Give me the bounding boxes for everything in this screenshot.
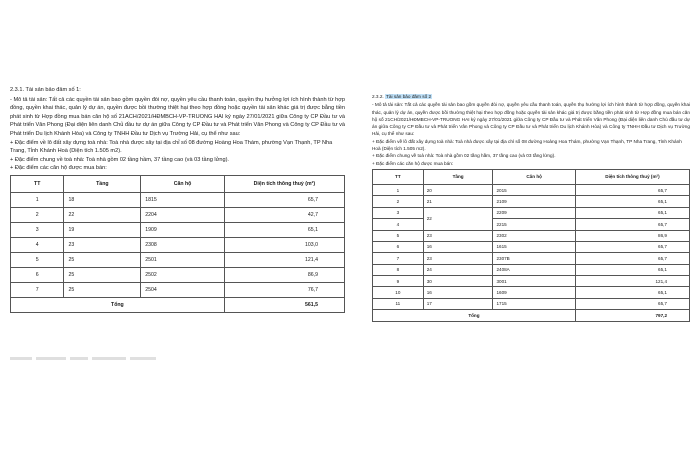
table-row xyxy=(373,230,690,241)
cell-floor: 22 xyxy=(423,207,493,230)
cell-floor: 17 xyxy=(423,298,493,309)
cell-tt: 4 xyxy=(373,219,424,230)
cell-floor: 18 xyxy=(64,192,141,207)
header-apartment: Căn hộ xyxy=(493,169,575,184)
cell-floor: 23 xyxy=(423,253,493,264)
table-row xyxy=(373,241,690,252)
left-apartment-table xyxy=(10,175,345,313)
table-row xyxy=(373,276,690,287)
left-bullet-land: + Đặc điểm về lô đất xây dựng toà nhà: Toà nhà được xây tại địa chỉ số 08 đường Hoàng Hoa Thám, phường Vạn Thạnh, TP Nha Trang, Tỉnh Khánh Hoà (Diện tích 1.505 m2). xyxy=(10,139,333,155)
header-floor: Tầng xyxy=(64,175,141,192)
cell-tt: 1 xyxy=(373,184,424,195)
cell-tt: 7 xyxy=(373,253,424,264)
left-document-body xyxy=(10,86,345,313)
cell-apartment: 1815 xyxy=(141,192,225,207)
cell-area: 65,1 xyxy=(575,196,689,207)
cell-floor: 19 xyxy=(64,222,141,237)
cell-area: 65,7 xyxy=(575,298,689,309)
table-row xyxy=(373,207,690,218)
cell-area: 65,1 xyxy=(575,287,689,298)
cell-tt: 9 xyxy=(373,276,424,287)
cell-apartment: 2504 xyxy=(141,282,225,297)
cell-floor: 21 xyxy=(423,196,493,207)
left-section-heading: 2.3.1. Tài sản bảo đảm số 1: xyxy=(10,87,81,93)
table-header-row xyxy=(11,175,345,192)
table-row xyxy=(373,298,690,309)
table-row xyxy=(373,196,690,207)
cell-apartment: 2302 xyxy=(493,230,575,241)
total-value: 797,2 xyxy=(575,310,689,321)
right-section-heading xyxy=(372,93,690,100)
table-row xyxy=(11,237,345,252)
cell-tt: 6 xyxy=(373,241,424,252)
table-row xyxy=(11,252,345,267)
right-heading-prefix: 2.3.2. xyxy=(372,94,386,99)
header-tt: TT xyxy=(373,169,424,184)
cell-tt: 2 xyxy=(373,196,424,207)
right-bullet-land: + Đặc điểm về lô đất xây dựng toà nhà: Toà nhà được xây tại địa chỉ số 08 đường Hoàng Hoa Thám, phường Vạn Thạnh, TP Nha Trang, Tỉnh Khánh Hoà (Diện tích 1.505 m2). xyxy=(372,138,682,152)
cell-apartment: 2209 xyxy=(493,207,575,218)
total-value: 561,5 xyxy=(224,297,344,312)
table-row xyxy=(11,192,345,207)
table-row xyxy=(373,287,690,298)
table-header-row xyxy=(373,169,690,184)
right-apartment-table xyxy=(372,169,690,322)
table-row xyxy=(373,264,690,275)
cell-area: 86,9 xyxy=(575,230,689,241)
cell-apartment: 1715 xyxy=(493,298,575,309)
total-label: Tổng xyxy=(373,310,576,321)
faded-footer-text xyxy=(10,347,210,352)
total-label: Tổng xyxy=(11,297,225,312)
cell-area: 42,7 xyxy=(224,207,344,222)
cell-floor: 25 xyxy=(64,252,141,267)
table-row xyxy=(373,253,690,264)
right-bullet-building: + Đặc điểm chung về toà nhà: Toà nhà gồm 02 tầng hầm, 37 tầng cao (và 03 tầng lửng). xyxy=(372,153,556,159)
cell-floor: 20 xyxy=(423,184,493,195)
cell-tt: 2 xyxy=(11,207,64,222)
cell-area: 65,7 xyxy=(224,192,344,207)
cell-tt: 4 xyxy=(11,237,64,252)
header-apartment: Căn hộ xyxy=(141,175,225,192)
cell-floor: 24 xyxy=(423,264,493,275)
header-area: Diện tích thông thuỷ (m²) xyxy=(575,169,689,184)
cell-floor: 16 xyxy=(423,241,493,252)
cell-tt: 7 xyxy=(11,282,64,297)
cell-tt: 11 xyxy=(373,298,424,309)
cell-tt: 3 xyxy=(11,222,64,237)
table-row xyxy=(11,207,345,222)
cell-tt: 5 xyxy=(373,230,424,241)
left-bullet-building: + Đặc điểm chung về toà nhà: Toà nhà gồm 02 tầng hầm, 37 tầng cao (và 03 tầng lửng). xyxy=(10,156,229,163)
cell-area: 65,7 xyxy=(575,241,689,252)
cell-area: 65,1 xyxy=(224,222,344,237)
cell-floor: 23 xyxy=(64,237,141,252)
cell-apartment: 1615 xyxy=(493,241,575,252)
right-document-body xyxy=(372,93,690,322)
cell-apartment: 2109 xyxy=(493,196,575,207)
cell-tt: 8 xyxy=(373,264,424,275)
cell-apartment: 2307B xyxy=(493,253,575,264)
table-row xyxy=(373,184,690,195)
cell-apartment: 1909 xyxy=(141,222,225,237)
cell-tt: 1 xyxy=(11,192,64,207)
cell-area: 76,7 xyxy=(224,282,344,297)
cell-apartment: 2501 xyxy=(141,252,225,267)
cell-area: 65,7 xyxy=(575,219,689,230)
table-total-row xyxy=(373,310,690,321)
cell-floor: 25 xyxy=(64,267,141,282)
table-row xyxy=(11,267,345,282)
cell-apartment: 2502 xyxy=(141,267,225,282)
cell-apartment: 2308 xyxy=(141,237,225,252)
header-floor: Tầng xyxy=(423,169,493,184)
header-tt: TT xyxy=(11,175,64,192)
cell-floor: 22 xyxy=(64,207,141,222)
cell-apartment: 3001 xyxy=(493,276,575,287)
cell-tt: 3 xyxy=(373,207,424,218)
cell-area: 65,1 xyxy=(575,264,689,275)
cell-tt: 10 xyxy=(373,287,424,298)
header-area: Diện tích thông thuỷ (m²) xyxy=(224,175,344,192)
cell-area: 65,7 xyxy=(575,184,689,195)
cell-floor: 30 xyxy=(423,276,493,287)
cell-apartment: 1609 xyxy=(493,287,575,298)
table-total-row xyxy=(11,297,345,312)
right-bullet-apartments: + Đặc điểm các căn hộ được mua bán: xyxy=(372,160,454,166)
left-bullet-apartments: + Đặc điểm các căn hộ được mua bán: xyxy=(10,165,107,172)
cell-tt: 6 xyxy=(11,267,64,282)
cell-apartment: 2215 xyxy=(493,219,575,230)
cell-apartment: 2204 xyxy=(141,207,225,222)
cell-floor: 25 xyxy=(64,282,141,297)
cell-apartment: 2015 xyxy=(493,184,575,195)
cell-floor: 23 xyxy=(423,230,493,241)
table-row xyxy=(11,222,345,237)
cell-apartment: 2408A xyxy=(493,264,575,275)
cell-area: 103,0 xyxy=(224,237,344,252)
right-heading-highlight[interactable]: Tài sản bảo đảm số 2 xyxy=(386,94,432,99)
table-row xyxy=(373,219,690,230)
cell-area: 121,4 xyxy=(224,252,344,267)
cell-area: 65,7 xyxy=(575,253,689,264)
cell-area: 121,4 xyxy=(575,276,689,287)
cell-floor: 16 xyxy=(423,287,493,298)
cell-tt: 5 xyxy=(11,252,64,267)
right-asset-description: - Mô tả tài sản: Tất cả các quyền tài sản bao gồm quyền đòi nợ, quyền yêu cầu thanh toán, quyền thụ hưởng lợi ích hình thành từ hợp đồng, quyền khai thác, quản lý dự án, quyền được bồi thường thiệt hại theo hợp đồng hoặc quyền tài sản khác giá trị được bằng tiền phát sinh từ Hợp đồng mua bán căn hộ số 21CH/2021/HĐMBCH-VP-TRUONG HAI ký ngày 27/01/2021 giữa Công ty CP Đầu tư và Phát triển Vân Phong (Đại diện liên danh Chủ đầu tư dự án giữa Công ty CP Đầu tư và Phát triển Vân Phong và Công ty CP Đầu tư và Phát triển Du lịch Khánh Hòa) và Công ty TNHH Đầu tư Dịch vụ Trường Hải, cụ thể như sau: xyxy=(372,102,690,137)
left-asset-description: - Mô tả tài sản: Tất cả các quyền tài sản bao gồm quyền đòi nợ, quyền yêu cầu thanh toán, quyền thụ hưởng lợi ích hình thành từ hợp đồng, quyền khai thác, quản lý dự án, quyền được bồi thường thiệt hại theo hợp đồng hoặc quyền tài sản khác giá trị được bằng tiền phát sinh từ Hợp đồng mua bán căn hộ số 21ACH/2021/HĐMBCH-VP-TRUONG HAI ký ngày 27/01/2021 giữa Công ty CP Đầu tư và Phát triển Vân Phong (Đại diện liên danh Chủ đầu tư dự án giữa Công ty CP Đầu tư và Phát triển Vân Phong và Công ty CP Đầu tư và Phát triển Du lịch Khánh Hòa) và Công ty TNHH Đầu tư Dịch vụ Trường Hải, cụ thể như sau: xyxy=(10,96,345,137)
right-document-page xyxy=(360,0,700,456)
table-row xyxy=(11,282,345,297)
cell-area: 65,1 xyxy=(575,207,689,218)
cell-area: 86,9 xyxy=(224,267,344,282)
